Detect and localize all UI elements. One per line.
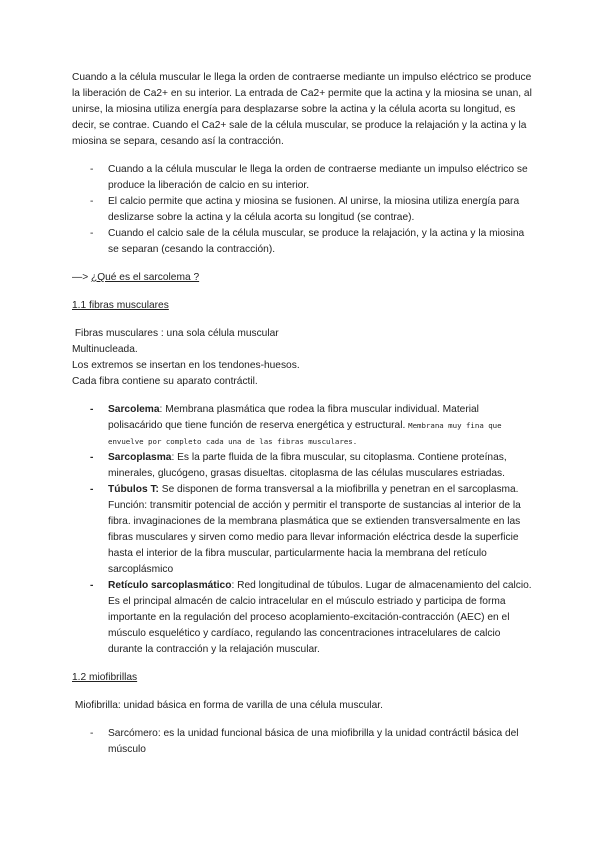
term-text: : Membrana plasmática que rodea la fibra muscular individual. Material polisacárido que tiene función de reserva energética y estructural. <box>108 404 479 431</box>
list-item: - El calcio permite que actina y miosina se fusionen. Al unirse, la miosina utiliza energía para deslizarse sobre la actina y la célula acorta su longitud (se contrae). <box>72 194 534 226</box>
term-item-sarcoplasma <box>72 450 534 482</box>
fibras-line: Fibras musculares : una sola célula muscular <box>72 328 279 339</box>
document-page <box>72 70 534 770</box>
sarcolema-question-link[interactable]: ¿Qué es el sarcolema ? <box>90 272 200 283</box>
fibras-description <box>72 326 534 390</box>
term-item-tubulos-t <box>72 482 534 578</box>
list-item: - Cuando a la célula muscular le llega la orden de contraerse mediante un impulso eléctrico se produce la liberación de calcio en su interior. <box>72 162 534 194</box>
summary-list <box>72 162 534 258</box>
term-item-sarcolema <box>72 402 534 450</box>
term-label: Retículo sarcoplasmático <box>108 580 232 591</box>
term-text: Se disponen de forma transversal a la miofibrilla y penetran en el sarcoplasma. Función: transmitir potencial de acción y permitir el transporte de sustancias al interior de la fibra. invaginaciones de la membrana plasmática que se extienden transversalmente en las fibras musculares y sirven como medio para llevar información eléctrica desde la superficie hasta el interior de la fibra muscular, particularmente hacia la membrana del retículo sarcoplásmico <box>108 484 521 575</box>
term-label: Sarcoplasma <box>108 452 172 463</box>
miofibrillas-list <box>72 726 534 758</box>
term-text: : Es la parte fluida de la fibra muscular, su citoplasma. Contiene proteínas, minerales, glucógeno, grasas disueltas. citoplasma de las células musculares estriadas. <box>108 452 507 479</box>
term-label: Túbulos T: <box>108 484 159 495</box>
fibras-terms-list <box>72 402 534 658</box>
term-item-reticulo <box>72 578 534 658</box>
section-heading-fibras: 1.1 fibras musculares <box>72 300 169 311</box>
miofibrilla-definition: Miofibrilla: unidad básica en forma de varilla de una célula muscular. <box>72 700 383 711</box>
list-item: - Sarcómero: es la unidad funcional básica de una miofibrilla y la unidad contráctil básica del músculo <box>72 726 534 758</box>
sarcolema-question <box>72 270 534 286</box>
fibras-line: Los extremos se insertan en los tendones-huesos. <box>72 360 300 371</box>
arrow-marker: —> <box>72 272 91 283</box>
fibras-line: Cada fibra contiene su aparato contráctil. <box>72 376 258 387</box>
intro-paragraph: Cuando a la célula muscular le llega la orden de contraerse mediante un impulso eléctrico se produce la liberación de Ca2+ en su interior. La entrada de Ca2+ permite que la actina y la miosina se unan, al unirse, la miosina utiliza energía para desplazarse sobre la actina y la célula acorta su longitud, es decir, se contrae. Cuando el Ca2+ sale de la célula muscular, se produce la relajación y la actina y la miosina se separa, cesando así la contracción. <box>72 72 532 147</box>
fibras-line: Multinucleada. <box>72 344 138 355</box>
term-label: Sarcolema <box>108 404 160 415</box>
term-note: Membrana muy fina que envuelve por completo cada una de las fibras musculares. <box>108 421 502 446</box>
term-text: : Red longitudinal de túbulos. Lugar de almacenamiento del calcio. Es el principal almacén de calcio intracelular en el músculo estriado y participa de forma importante en la regulación del proceso acoplamiento-excitación-contracción (AEC) en el músculo esquelético y cardíaco, regulando las concentraciones intracelulares de calcio durante la contracción y la relajación muscular. <box>108 580 532 655</box>
list-item: - Cuando el calcio sale de la célula muscular, se produce la relajación, y la actina y la miosina se separan (cesando la contracción). <box>72 226 534 258</box>
section-heading-miofibrillas: 1.2 miofibrillas <box>72 672 138 683</box>
